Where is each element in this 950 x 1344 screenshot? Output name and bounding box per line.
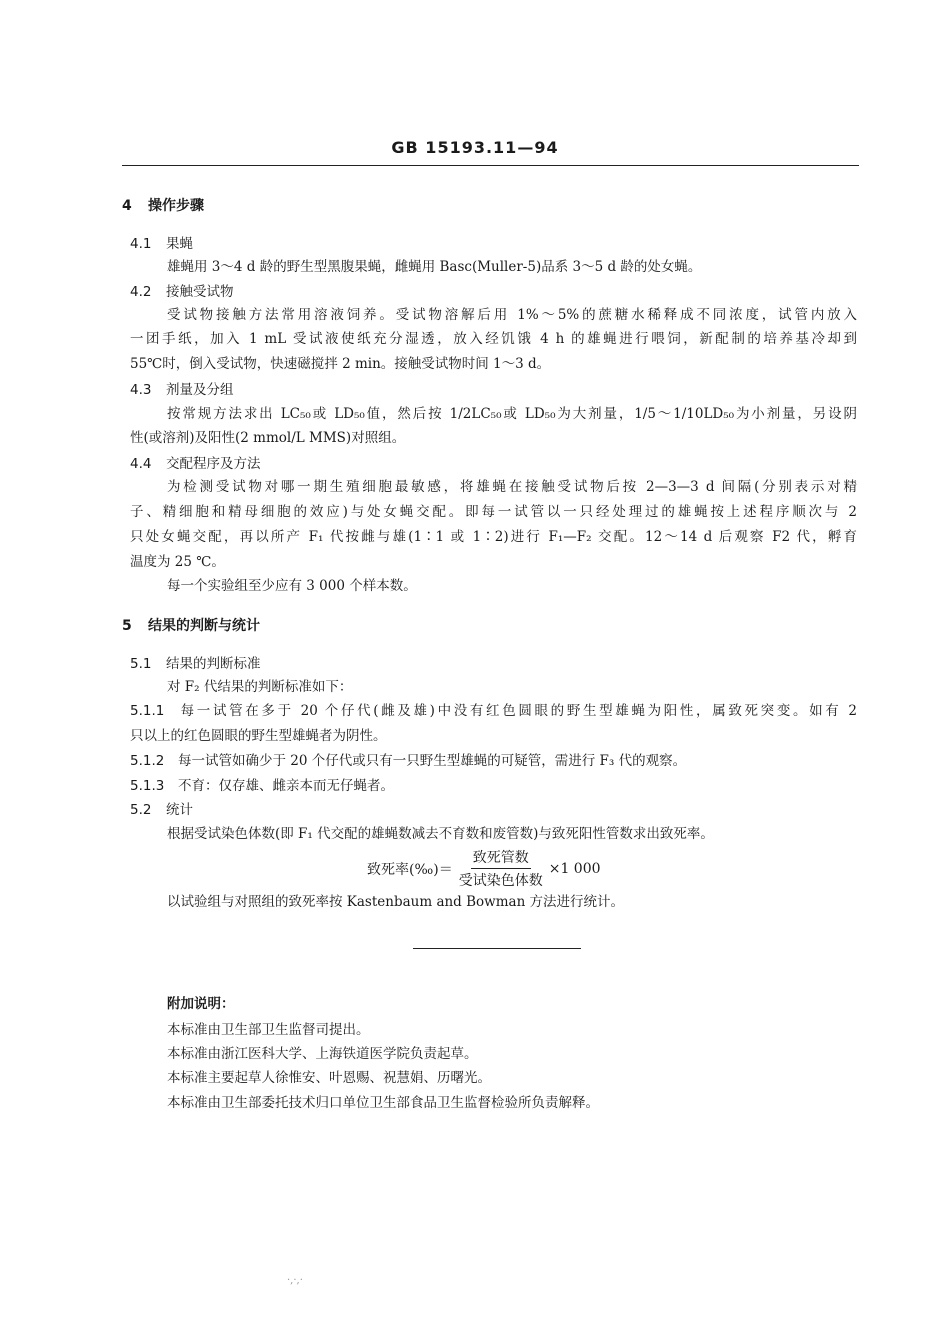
formula-numerator: 致死管数: [471, 847, 531, 869]
lethality-formula: [367, 847, 601, 890]
formula-fraction: [457, 847, 545, 890]
subsection-number: 4.3: [130, 382, 152, 398]
clause-text: 每一试管如确少于 20 个仔代或只有一只野生型雄蝇的可疑管，需进行 F₃ 代的观察。: [178, 753, 687, 769]
paragraph-line: 为检测受试物对哪一期生殖细胞最敏感，将雄蝇在接触受试物后按 2—3—3 d 间隔(分别表示对精: [167, 479, 857, 495]
paragraph-line: 每一个实验组至少应有 3 000 个样本数。: [167, 578, 417, 594]
paragraph-line: 子、精细胞和精母细胞的效应)与处女蝇交配。即每一试管以一只经处理过的雄蝇按上述程序顺次与 2: [130, 504, 857, 520]
notes-line: 本标准主要起草人徐惟安、叶恩赐、祝慧娟、历曙光。: [167, 1070, 491, 1086]
subsection-number: 5.2: [130, 802, 152, 818]
subsection-number: 4.4: [130, 456, 152, 472]
paragraph-line: 只处女蝇交配，再以所产 F₁ 代按雌与雄(1∶1 或 1∶2)进行 F₁—F₂ 交配。12～14 d 后观察 F2 代，孵育: [130, 529, 857, 545]
subsection-4-3-heading: [130, 381, 234, 399]
subsection-5-2-heading: [130, 801, 193, 819]
formula-lhs: 致死率(‰)＝: [367, 861, 453, 878]
subsection-number: 4.1: [130, 236, 152, 252]
clause-text: 不育：仅存雄、雌亲本而无仔蝇者。: [178, 778, 394, 794]
section-number: 5: [122, 618, 132, 634]
section-4-heading: [122, 197, 204, 215]
subsection-4-1-heading: [130, 235, 193, 253]
subsection-title: 结果的判断标准: [166, 656, 261, 672]
paragraph-line: 根据受试染色体数(即 F₁ 代交配的雄蝇数减去不育数和废管数)与致死阳性管数求出致死率。: [167, 826, 714, 842]
paragraph-line: 对 F₂ 代结果的判断标准如下：: [167, 679, 353, 695]
subsection-4-2-heading: [130, 283, 234, 301]
subsection-title: 接触受试物: [166, 284, 234, 300]
clause-number: 5.1.2: [130, 753, 165, 769]
subsection-title: 果蝇: [166, 236, 193, 252]
clause-number: 5.1.3: [130, 778, 165, 794]
notes-line: 本标准由卫生部委托技术归口单位卫生部食品卫生监督检验所负责解释。: [167, 1095, 599, 1111]
subsection-title: 统计: [166, 802, 193, 818]
section-5-heading: [122, 617, 260, 635]
paragraph-line: 只以上的红色圆眼的野生型雄蝇者为阴性。: [130, 728, 387, 744]
notes-line: 本标准由卫生部卫生监督司提出。: [167, 1022, 370, 1038]
subsection-title: 剂量及分组: [166, 382, 234, 398]
header-rule: [122, 165, 859, 166]
section-title: 结果的判断与统计: [148, 618, 260, 634]
section-title: 操作步骤: [148, 198, 204, 214]
clause-5-1-3: [130, 777, 394, 795]
section-number: 4: [122, 198, 132, 214]
clause-5-1-2: [130, 752, 686, 770]
end-rule: [413, 948, 581, 949]
paragraph-line: 以试验组与对照组的致死率按 Kastenbaum and Bowman 方法进行统计。: [167, 894, 625, 910]
paragraph-line: 性(或溶剂)及阳性(2 mmol/L MMS)对照组。: [130, 430, 406, 446]
paragraph-line: 按常规方法求出 LC₅₀或 LD₅₀值，然后按 1/2LC₅₀或 LD₅₀为大剂量，1/5～1/10LD₅₀为小剂量，另设阴: [167, 406, 857, 422]
formula-rhs: ×1 000: [548, 860, 601, 877]
subsection-number: 4.2: [130, 284, 152, 300]
paragraph-line: 一团手纸，加入 1 mL 受试液使纸充分湿透，放入经饥饿 4 h 的雄蝇进行喂饲，新配制的培养基冷却到: [130, 331, 857, 347]
subsection-number: 5.1: [130, 656, 152, 672]
notes-line: 本标准由浙江医科大学、上海铁道医学院负责起草。: [167, 1046, 478, 1062]
paragraph-line: 雄蝇用 3～4 d 龄的野生型黑腹果蝇，雌蝇用 Basc(Muller-5)品系 3～5 d 龄的处女蝇。: [167, 259, 702, 275]
paragraph-line: 温度为 25 ℃。: [130, 554, 225, 570]
subsection-title: 交配程序及方法: [166, 456, 261, 472]
clause-number: 5.1.1: [130, 703, 165, 719]
paragraph-line: 受试物接触方法常用溶液饲养。受试物溶解后用 1%～5%的蔗糖水稀释成不同浓度，试管内放入: [167, 307, 857, 323]
formula-denominator: 受试染色体数: [458, 873, 543, 889]
clause-text: 每一试管在多于 20 个仔代(雌及雄)中没有红色圆眼的野生型雄蝇为阳性，属致死突变。如有 2: [178, 703, 857, 719]
page-mark: ·,·,·: [287, 1275, 303, 1286]
standard-code-header: GB 15193.11—94: [391, 138, 559, 157]
clause-5-1-1: [130, 702, 857, 720]
subsection-4-4-heading: [130, 455, 261, 473]
notes-title: 附加说明：: [167, 996, 235, 1012]
subsection-5-1-heading: [130, 655, 261, 673]
paragraph-line: 55℃时，倒入受试物，快速磁搅拌 2 min。接触受试物时间 1～3 d。: [130, 356, 551, 372]
